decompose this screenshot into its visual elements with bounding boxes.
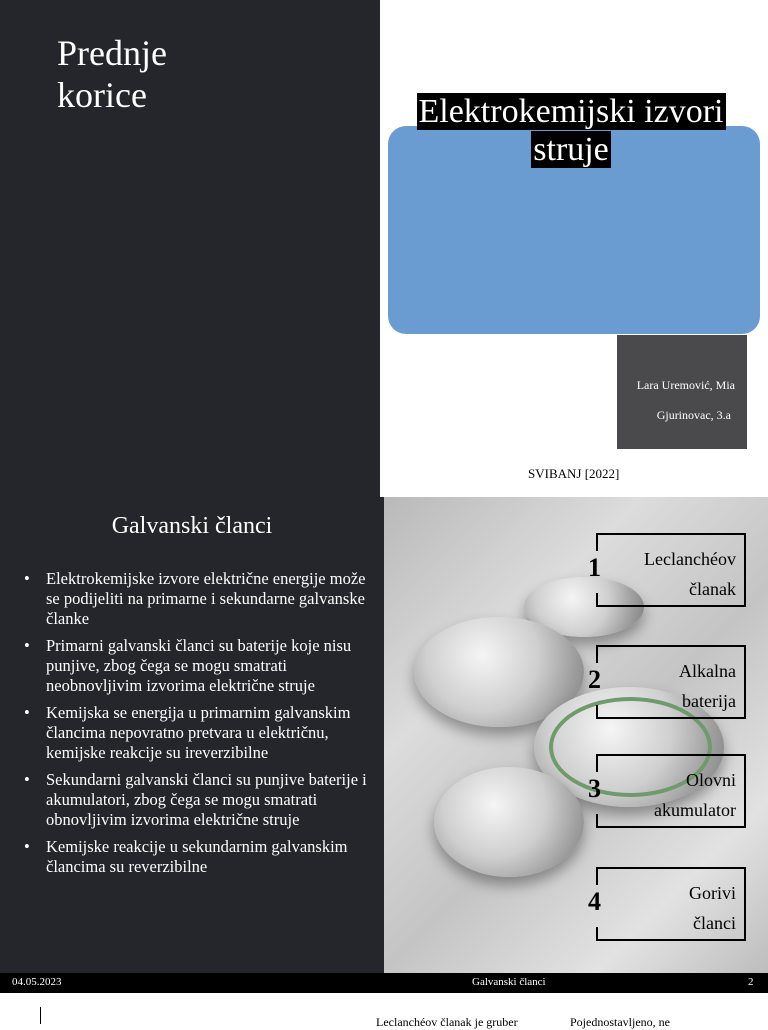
tag-frame-corner — [596, 814, 598, 828]
slide-galvanski-clanci — [0, 497, 768, 973]
tag-number: 4 — [588, 887, 601, 916]
author-line2: Gjurinovac, 3.a — [656, 408, 731, 422]
tag-gorivi[interactable] — [588, 867, 746, 941]
battery-photo — [384, 497, 768, 973]
slide-text-panel — [0, 497, 384, 973]
tag-label-line2: članci — [693, 913, 736, 933]
tag-olovni[interactable] — [588, 754, 746, 828]
bullet-list — [24, 569, 369, 884]
tag-label-line1: Alkalna — [679, 661, 736, 681]
cover-page — [380, 0, 768, 497]
tag-label-line2: baterija — [682, 691, 736, 711]
tag-number: 1 — [588, 553, 601, 582]
bullet-item: • Sekundarni galvanski članci su punjive baterije i akumulatori, zbog čega se mogu smatrati obnovljivim izvorima električne struje — [24, 770, 369, 830]
tag-frame-corner — [596, 867, 598, 885]
tag-frame-corner — [596, 927, 598, 941]
next-page-text-2: Pojednostavljeno, ne — [570, 1015, 670, 1029]
slide-footer — [0, 973, 768, 993]
tag-label-line1: Gorivi — [689, 883, 736, 903]
next-page-text-1: Leclanchéov članak je gruber — [376, 1015, 518, 1029]
tag-label-line1: Olovni — [685, 770, 736, 790]
tag-frame-corner — [596, 645, 598, 663]
author-box[interactable] — [617, 335, 747, 449]
tag-alkalna[interactable] — [588, 645, 746, 719]
author-line1: Lara Uremović, Mia — [636, 378, 735, 392]
tag-frame-corner — [596, 593, 598, 607]
bullet-item: • Elektrokemijske izvore električne energije može se podijeliti na primarne i sekundarne galvanske članke — [24, 569, 369, 629]
cover-label — [57, 32, 167, 116]
tag-leclanche[interactable] — [588, 533, 746, 607]
tag-number: 2 — [588, 665, 601, 694]
bullet-item: • Kemijska se energija u primarnim galvanskim člancima nepovratno pretvara u električnu, kemijske reakcije su ireverzibilne — [24, 703, 369, 763]
cover-left-panel — [0, 0, 380, 497]
document-title-line2: struje — [533, 131, 609, 168]
tag-frame-corner — [596, 705, 598, 719]
bullet-item: • Primarni galvanski članci su baterije koje nisu punjive, zbog čega se mogu smatrati neobnovljivim izvorima električne struje — [24, 636, 369, 696]
tag-label-line2: članak — [689, 579, 736, 599]
document-title-line1: Elektrokemijski izvori — [418, 93, 724, 130]
next-page-preview — [0, 993, 768, 1029]
bullet-item: • Kemijske reakcije u sekundarnim galvanskim člancima su reverzibilne — [24, 837, 369, 877]
tag-frame-corner — [596, 533, 598, 551]
document-title[interactable] — [416, 93, 726, 169]
footer-title: Galvanski članci — [472, 976, 546, 988]
tag-frame-corner — [596, 754, 598, 772]
cover-label-line2: korice — [57, 75, 147, 115]
tag-label-line1: Leclanchéov — [644, 549, 736, 569]
slide-title: Galvanski članci — [111, 513, 273, 539]
tag-number: 3 — [588, 774, 601, 803]
cover-label-line1: Prednje — [57, 33, 167, 73]
coin-battery-front — [434, 767, 584, 877]
footer-page-number: 2 — [748, 976, 754, 988]
cover-date[interactable]: SVIBANJ [2022] — [528, 466, 620, 481]
footer-date: 04.05.2023 — [12, 976, 62, 988]
tag-label-line2: akumulator — [654, 800, 736, 820]
text-cursor — [40, 1007, 41, 1024]
